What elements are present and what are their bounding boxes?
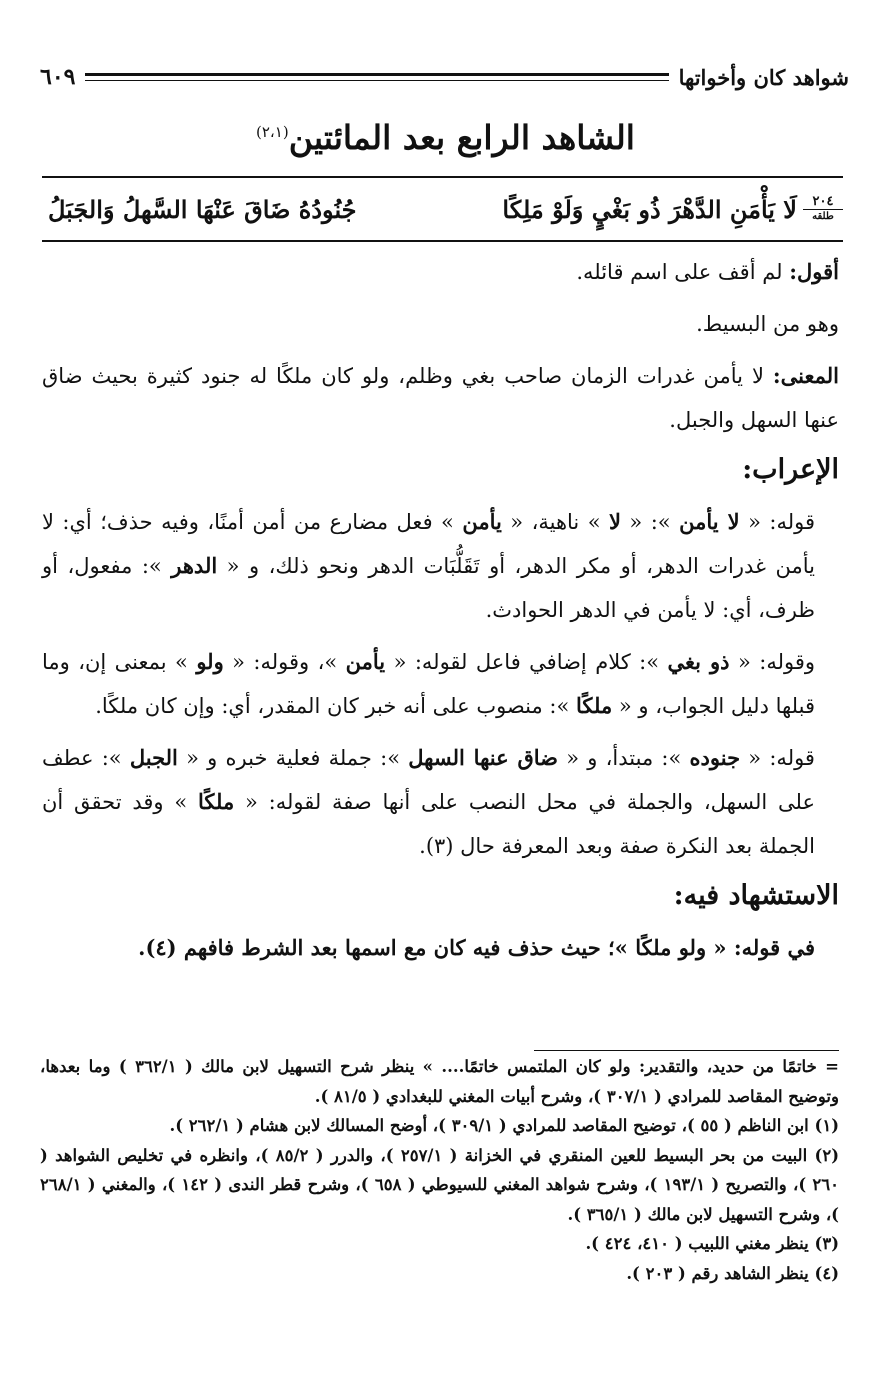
header-rule	[85, 73, 668, 81]
irab2-seg3: » بمعنى إن، وما قبلها دليل الجواب، و «	[42, 650, 815, 718]
verse-number	[803, 195, 843, 224]
irab3-seg2: »: جملة فعلية خبره و «	[177, 746, 409, 770]
chapter-footnote-ref: (٢،١)	[256, 123, 289, 141]
istishhad-lead: في قوله: «	[706, 935, 815, 960]
meaning-label: المعنى:	[772, 363, 839, 388]
chapter-title-text: الشاهد الرابع بعد المائتين	[288, 118, 635, 157]
irab3-term2: ضاق عنها السهل	[408, 745, 558, 770]
irab1-seg3: » فعل مضارع من أمن أمنًا، وفيه حذف؛ أي: لا يأمن غدرات الدهر، أو مكر الدهر، أو تَقَلُّبَات الدهر ونحو ذلك، و «	[42, 510, 816, 578]
irab3-lead: قوله: «	[740, 746, 815, 770]
irab2-term3: ولو	[196, 649, 224, 674]
footnote-continuation: = خاتمًا من حديد، والتقدير: ولو كان الملتمس خاتمًا.... » ينظر شرح التسهيل لابن مالك ( ٣٦٢/١ ) وما بعدها، وتوضيح المقاصد للمرادي ( ٣٠٧/١ )، وشرح أبيات المغني للبغدادي ( ٨١/٥ ).	[40, 1057, 839, 1106]
irab3-seg1: »: مبتدأ، و «	[558, 746, 690, 770]
meter-paragraph: وهو من البسيط.	[696, 312, 839, 336]
irab2-term1: ذو بغي	[667, 649, 730, 674]
commentary-body	[42, 250, 839, 978]
irab1-term2: لا	[609, 509, 621, 534]
irab1-term1: لا يأمن	[679, 509, 740, 534]
irab-heading: الإعراب:	[742, 454, 839, 485]
irab-paragraph-2	[42, 640, 839, 728]
meaning-paragraph	[42, 354, 839, 442]
aqoul-label: أقول:	[789, 259, 839, 284]
irab1-term4: الدهر	[171, 553, 218, 578]
irab1-lead: قوله: «	[739, 510, 815, 534]
footnote-1: (١) ابن الناظم ( ٥٥ )، توضيح المقاصد للمرادي ( ٣٠٩/١ )، أوضح المسالك لابن هشام ( ٢٦٢/١ ).	[169, 1116, 839, 1135]
aqoul-text: لم أقف على اسم قائله.	[576, 260, 783, 284]
irab2-term4: ملكًا	[576, 693, 613, 718]
running-title: شواهد كان وأخواتها	[678, 64, 849, 90]
irab-paragraph-1	[42, 500, 839, 632]
irab-paragraph-3	[42, 736, 839, 868]
istishhad-seg: »؛ حيث حذف فيه كان مع اسمها بعد الشرط فافهم (٤).	[138, 935, 636, 960]
verse-block	[42, 176, 843, 242]
footnotes	[40, 1052, 839, 1288]
irab1-term3: يأمن	[462, 509, 502, 534]
irab3-term3: الجبل	[129, 745, 178, 770]
istishhad-term: ولو ملكًا	[635, 935, 707, 960]
istishhad-paragraph	[42, 926, 839, 970]
irab3-seg4: » وقد تحقق أن الجملة بعد النكرة صفة وبعد المعرفة حال (٣).	[42, 790, 815, 858]
irab2-term2: يأمن	[345, 649, 386, 674]
verse-number-value: ٢٠٤	[812, 193, 834, 209]
irab2-lead: وقوله: «	[729, 650, 816, 674]
irab2-seg4: »: منصوب على أنه خبر كان المقدر، أي: وإن كان ملكًا.	[95, 694, 577, 718]
irab2-seg2: »، وقوله: «	[223, 650, 346, 674]
irab2-seg1: »: كلام إضافي فاعل لقوله: «	[385, 650, 668, 674]
irab3-term4: ملكًا	[198, 789, 235, 814]
footnote-2: (٢) البيت من بحر البسيط للعين المنقري في الخزانة ( ٢٥٧/١ )، والدرر ( ٨٥/٢ )، وانظره في تخليص الشواهد ( ٢٦٠ )، والتصريح ( ١٩٣/١ )، وشرح شواهد المغني للسيوطي ( ٦٥٨ )، وشرح قطر الندى ( ١٤٢ )، والمغني ( ٢٦٨/١ )، وشرح التسهيل لابن مالك ( ٣٦٥/١ ).	[40, 1145, 839, 1224]
page-header	[40, 60, 849, 94]
footnote-3: (٣) ينظر مغني اللبيب ( ٤١٠، ٤٢٤ ).	[585, 1234, 839, 1253]
irab3-seg3: »: عطف على السهل، والجملة في محل النصب على أنها صفة لقوله: «	[42, 746, 815, 814]
irab1-seg2: » ناهية، «	[501, 510, 609, 534]
second-hemistich: جُنُودُهُ ضَاقَ عَنْهَا السَّهلُ وَالجَبَلُ	[48, 194, 357, 224]
first-hemistich: لَا يَأْمَنِ الدَّهْرَ ذُو بَغْيٍ وَلَوْ مَلِكًا	[502, 194, 797, 224]
istishhad-heading: الاستشهاد فيه:	[673, 880, 839, 911]
aqoul-paragraph	[42, 250, 839, 294]
footnote-separator	[534, 1050, 839, 1051]
irab3-term1: جنوده	[689, 745, 741, 770]
page-number: ٦٠٩	[40, 64, 76, 90]
footnote-4: (٤) ينظر الشاهد رقم ( ٢٠٣ ).	[626, 1263, 839, 1283]
verse-meter-tag: طلقه	[803, 209, 843, 224]
irab1-seg1: »: «	[620, 510, 680, 534]
chapter-title	[0, 118, 891, 157]
meaning-text: لا يأمن غدرات الزمان صاحب بغي وظلم، ولو كان ملكًا له جنود كثيرة بحيث ضاق عنها السهل والجبل.	[42, 364, 839, 432]
irab1-seg4: »: مفعول، أو ظرف، أي: لا يأمن في الدهر الحوادث.	[42, 554, 815, 622]
